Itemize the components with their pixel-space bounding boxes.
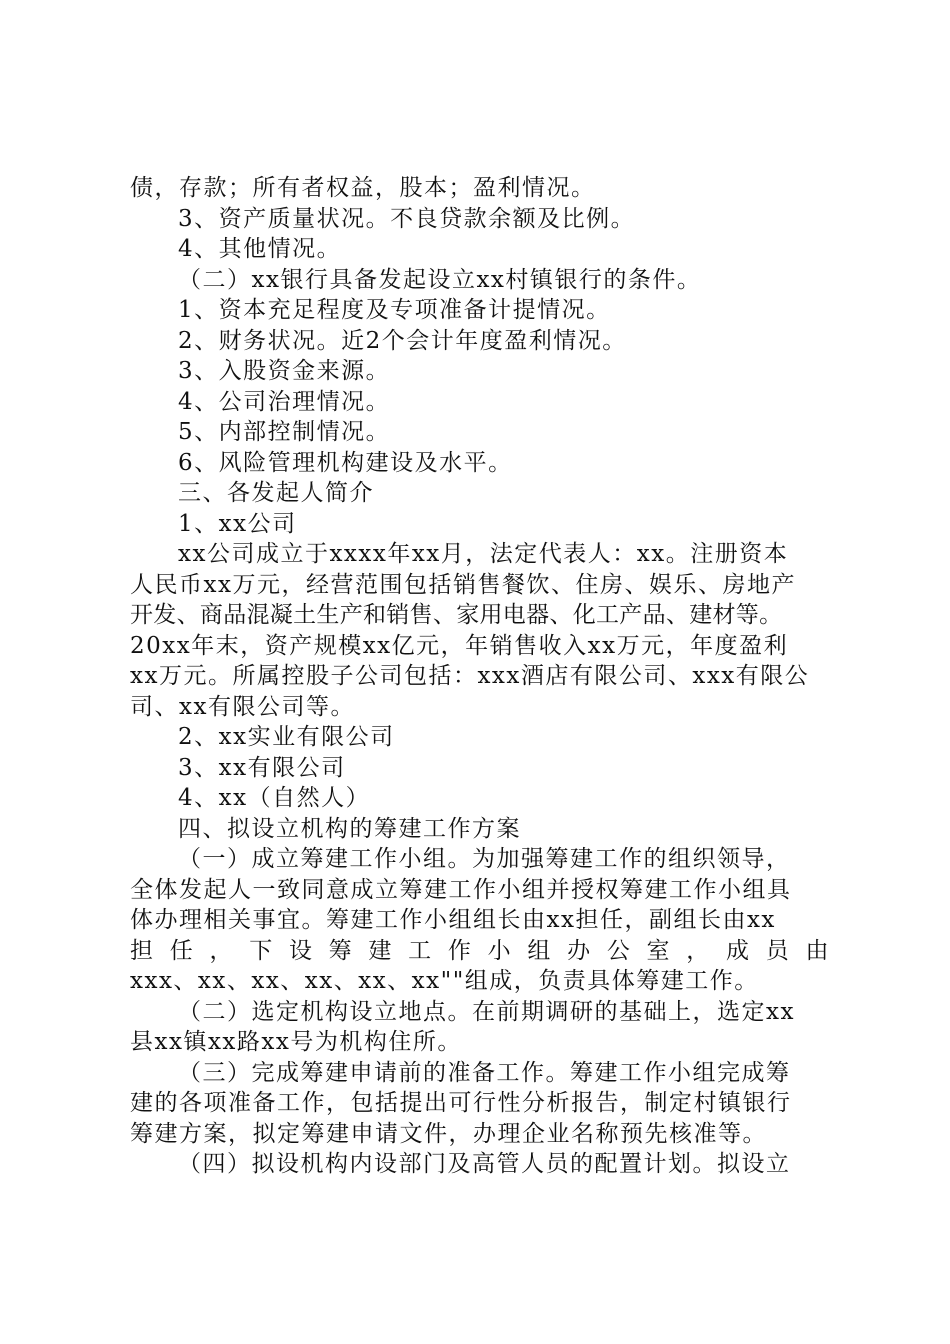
spaced-char: 室 xyxy=(646,937,672,964)
spaced-char: 公 xyxy=(606,937,632,964)
spaced-char: 设 xyxy=(288,937,314,964)
section-heading: 四、拟设立机构的筹建工作方案 xyxy=(178,815,521,842)
spaced-char: ， xyxy=(686,937,711,964)
paragraph-line: （四）拟设机构内设部门及高管人员的配置计划。拟设立 xyxy=(178,1151,791,1177)
paragraph-line: 建的各项准备工作，包括提出可行性分析报告，制定村镇银行 xyxy=(130,1090,792,1116)
spaced-char: ， xyxy=(209,937,234,964)
paragraph-line: xx万元。所属控股子公司包括：xxx酒店有限公司、xxx有限公 xyxy=(130,663,810,689)
paragraph-line: xx公司成立于xxxx年xx月，法定代表人：xx。注册资本 xyxy=(178,541,789,567)
section-heading: （二）xx银行具备发起设立xx村镇银行的条件。 xyxy=(178,266,702,293)
text-line: 1、资本充足程度及专项准备计提情况。 xyxy=(178,297,611,323)
section-heading: 三、各发起人简介 xyxy=(178,480,374,506)
spaced-char: 任 xyxy=(169,937,195,964)
spaced-char: 下 xyxy=(249,937,274,964)
spaced-char: 成 xyxy=(726,937,751,964)
spaced-char: 作 xyxy=(447,937,473,964)
spaced-char: 筹 xyxy=(328,937,354,964)
text-line: 2、xx实业有限公司 xyxy=(178,724,395,750)
paragraph-line: （二）选定机构设立地点。在前期调研的基础上，选定xx xyxy=(178,998,795,1025)
paragraph-line: xxx、xx、xx、xx、xx、xx""组成，负责具体筹建工作。 xyxy=(130,968,759,994)
spaced-char: 建 xyxy=(368,937,393,964)
paragraph-line: 20xx年末，资产规模xx亿元，年销售收入xx万元，年度盈利 xyxy=(130,632,789,659)
paragraph-line: （三）完成筹建申请前的准备工作。筹建工作小组完成筹 xyxy=(178,1059,791,1086)
text-line: 债，存款；所有者权益，股本；盈利情况。 xyxy=(130,175,596,201)
paragraph-line: 司、xx有限公司等。 xyxy=(130,693,355,720)
text-line: 4、xx（自然人） xyxy=(178,785,371,811)
paragraph-line: 筹建方案，拟定筹建申请文件，办理企业名称预先核准等。 xyxy=(130,1120,767,1147)
document-body xyxy=(130,173,830,1180)
spaced-char: 由 xyxy=(805,937,830,964)
paragraph-line: 开发、商品混凝土生产和销售、家用电器、化工产品、建材等。 xyxy=(130,602,783,628)
spaced-char: 员 xyxy=(765,937,791,964)
spaced-char: 小 xyxy=(487,937,513,964)
text-line: 3、入股资金来源。 xyxy=(178,358,391,384)
text-line: 2、财务状况。近2个会计年度盈利情况。 xyxy=(178,327,627,354)
paragraph-line: 人民币xx万元，经营范围包括销售餐饮、住房、娱乐、房地产 xyxy=(130,571,796,598)
paragraph-line: 全体发起人一致同意成立筹建工作小组并授权筹建工作小组具 xyxy=(130,876,792,903)
spaced-char: 办 xyxy=(567,937,592,964)
paragraph-line: 县xx镇xx路xx号为机构住所。 xyxy=(130,1029,462,1055)
text-line: 6、风险管理机构建设及水平。 xyxy=(178,449,513,476)
spaced-paragraph-line xyxy=(130,936,830,967)
text-line: 1、xx公司 xyxy=(178,510,297,537)
text-line: 3、资产质量状况。不良贷款余额及比例。 xyxy=(178,205,636,232)
spaced-char: 组 xyxy=(527,937,552,964)
text-line: 5、内部控制情况。 xyxy=(178,419,391,445)
spaced-char: 担 xyxy=(130,937,155,964)
text-line: 4、其他情况。 xyxy=(178,236,342,262)
text-line: 3、xx有限公司 xyxy=(178,754,346,781)
paragraph-line: 体办理相关事宜。筹建工作小组组长由xx担任，副组长由xx xyxy=(130,907,776,933)
spaced-char: 工 xyxy=(408,937,433,964)
paragraph-line: （一）成立筹建工作小组。为加强筹建工作的组织领导， xyxy=(178,846,791,872)
text-line: 4、公司治理情况。 xyxy=(178,388,391,415)
